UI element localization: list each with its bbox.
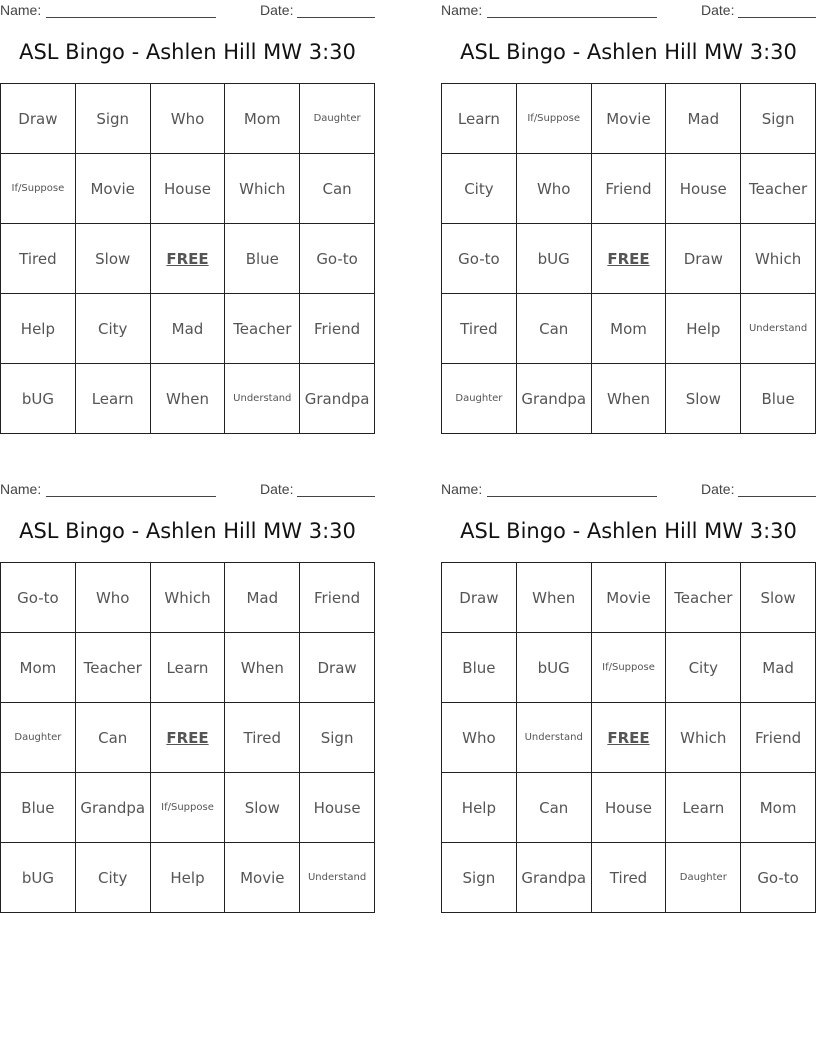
bingo-cell[interactable]: Tired xyxy=(225,703,300,773)
card-title: ASL Bingo - Ashlen Hill MW 3:30 xyxy=(460,519,797,543)
bingo-cell[interactable]: Grandpa xyxy=(516,364,591,434)
card-header xyxy=(441,2,816,20)
bingo-cell[interactable]: Friend xyxy=(591,154,666,224)
name-line[interactable] xyxy=(46,496,216,497)
grid-row xyxy=(1,154,375,224)
bingo-cell[interactable]: Friend xyxy=(300,294,375,364)
bingo-cell[interactable]: Mom xyxy=(591,294,666,364)
bingo-cell[interactable]: Can xyxy=(75,703,150,773)
bingo-card-4 xyxy=(441,479,816,919)
bingo-cell[interactable]: Blue xyxy=(442,633,517,703)
bingo-cell[interactable]: Learn xyxy=(666,773,741,843)
bingo-cell[interactable]: Slow xyxy=(741,563,816,633)
grid-row xyxy=(1,703,375,773)
date-line[interactable] xyxy=(297,17,375,18)
bingo-cell[interactable]: Blue xyxy=(741,364,816,434)
card-header xyxy=(0,2,375,20)
bingo-card-1 xyxy=(0,0,375,440)
bingo-cell[interactable]: Understand xyxy=(300,843,375,913)
grid-row xyxy=(442,224,816,294)
bingo-cell[interactable]: Mad xyxy=(741,633,816,703)
bingo-cell[interactable]: City xyxy=(75,843,150,913)
card-header xyxy=(0,481,375,499)
bingo-cell[interactable]: Tired xyxy=(1,224,76,294)
bingo-cell[interactable]: Draw xyxy=(300,633,375,703)
bingo-cell[interactable]: FREE xyxy=(591,703,666,773)
bingo-cell[interactable]: Mad xyxy=(150,294,225,364)
bingo-cell[interactable]: Which xyxy=(666,703,741,773)
bingo-cell[interactable]: Learn xyxy=(442,84,517,154)
name-label: Name: xyxy=(441,2,483,18)
name-label: Name: xyxy=(441,481,483,497)
bingo-cell[interactable]: Teacher xyxy=(741,154,816,224)
bingo-cell[interactable]: Movie xyxy=(591,563,666,633)
bingo-cell[interactable]: Mom xyxy=(741,773,816,843)
bingo-cell[interactable]: Draw xyxy=(666,224,741,294)
bingo-cell[interactable]: Go-to xyxy=(300,224,375,294)
card-title: ASL Bingo - Ashlen Hill MW 3:30 xyxy=(19,40,356,64)
bingo-cell[interactable]: Grandpa xyxy=(516,843,591,913)
bingo-cell[interactable]: Daughter xyxy=(300,84,375,154)
bingo-cell[interactable]: Tired xyxy=(591,843,666,913)
bingo-cell[interactable]: Sign xyxy=(300,703,375,773)
bingo-cell[interactable]: If/Suppose xyxy=(516,84,591,154)
bingo-card-2 xyxy=(441,0,816,440)
bingo-cell[interactable]: City xyxy=(442,154,517,224)
bingo-cell[interactable]: Movie xyxy=(225,843,300,913)
bingo-cell[interactable]: When xyxy=(225,633,300,703)
bingo-cell[interactable]: Sign xyxy=(442,843,517,913)
bingo-grid xyxy=(441,83,816,434)
name-line[interactable] xyxy=(487,17,657,18)
bingo-cell[interactable]: Help xyxy=(1,294,76,364)
grid-row xyxy=(1,843,375,913)
bingo-cell[interactable]: Slow xyxy=(666,364,741,434)
date-line[interactable] xyxy=(297,496,375,497)
bingo-cell[interactable]: House xyxy=(150,154,225,224)
bingo-cell[interactable]: Sign xyxy=(741,84,816,154)
bingo-cell[interactable]: Understand xyxy=(516,703,591,773)
grid-row xyxy=(1,633,375,703)
bingo-cell[interactable]: Daughter xyxy=(1,703,76,773)
bingo-cell[interactable]: Which xyxy=(150,563,225,633)
grid-row xyxy=(442,773,816,843)
date-label: Date: xyxy=(260,2,294,18)
bingo-cell[interactable]: Go-to xyxy=(741,843,816,913)
name-line[interactable] xyxy=(487,496,657,497)
card-title: ASL Bingo - Ashlen Hill MW 3:30 xyxy=(460,40,797,64)
bingo-cell[interactable]: bUG xyxy=(1,364,76,434)
bingo-cell[interactable]: Mad xyxy=(225,563,300,633)
bingo-cell[interactable]: Grandpa xyxy=(300,364,375,434)
bingo-cell[interactable]: bUG xyxy=(1,843,76,913)
date-line[interactable] xyxy=(738,496,816,497)
bingo-cell[interactable]: Can xyxy=(516,294,591,364)
bingo-cell[interactable]: Help xyxy=(442,773,517,843)
grid-row xyxy=(442,633,816,703)
bingo-cell[interactable]: When xyxy=(150,364,225,434)
bingo-cell[interactable]: Daughter xyxy=(442,364,517,434)
grid-row xyxy=(1,773,375,843)
bingo-cell[interactable]: FREE xyxy=(150,703,225,773)
date-line[interactable] xyxy=(738,17,816,18)
bingo-cell[interactable]: Draw xyxy=(1,84,76,154)
bingo-cell[interactable]: Help xyxy=(666,294,741,364)
card-header xyxy=(441,481,816,499)
grid-row xyxy=(442,294,816,364)
bingo-cell[interactable]: bUG xyxy=(516,224,591,294)
grid-row xyxy=(442,154,816,224)
bingo-cell[interactable]: If/Suppose xyxy=(591,633,666,703)
bingo-cell[interactable]: Grandpa xyxy=(75,773,150,843)
bingo-cell[interactable]: House xyxy=(300,773,375,843)
bingo-cell[interactable]: Understand xyxy=(225,364,300,434)
bingo-cell[interactable]: bUG xyxy=(516,633,591,703)
bingo-cell[interactable]: City xyxy=(666,633,741,703)
card-title: ASL Bingo - Ashlen Hill MW 3:30 xyxy=(19,519,356,543)
bingo-cell[interactable]: Friend xyxy=(300,563,375,633)
bingo-cell[interactable]: Movie xyxy=(591,84,666,154)
grid-row xyxy=(442,563,816,633)
bingo-cell[interactable]: Slow xyxy=(75,224,150,294)
bingo-cell[interactable]: Mad xyxy=(666,84,741,154)
grid-row xyxy=(1,563,375,633)
bingo-card-3 xyxy=(0,479,375,919)
bingo-cell[interactable]: Understand xyxy=(741,294,816,364)
grid-row xyxy=(1,224,375,294)
bingo-cell[interactable]: Sign xyxy=(75,84,150,154)
bingo-cell[interactable]: Learn xyxy=(75,364,150,434)
grid-row xyxy=(442,843,816,913)
bingo-grid xyxy=(0,562,375,913)
bingo-cell[interactable]: Teacher xyxy=(225,294,300,364)
grid-row xyxy=(442,364,816,434)
bingo-cell[interactable]: Movie xyxy=(75,154,150,224)
name-label: Name: xyxy=(0,2,42,18)
grid-row xyxy=(1,294,375,364)
bingo-cell[interactable]: House xyxy=(591,773,666,843)
grid-row xyxy=(1,364,375,434)
bingo-cell[interactable]: Help xyxy=(150,843,225,913)
bingo-cell[interactable]: If/Suppose xyxy=(1,154,76,224)
bingo-cell[interactable]: Mom xyxy=(1,633,76,703)
bingo-cell[interactable]: Who xyxy=(75,563,150,633)
bingo-cell[interactable]: FREE xyxy=(591,224,666,294)
bingo-cell[interactable]: Friend xyxy=(741,703,816,773)
name-line[interactable] xyxy=(46,17,216,18)
bingo-cell[interactable]: Slow xyxy=(225,773,300,843)
bingo-cell[interactable]: Who xyxy=(442,703,517,773)
grid-row xyxy=(442,84,816,154)
grid-row xyxy=(1,84,375,154)
grid-row xyxy=(442,703,816,773)
bingo-cell[interactable]: Who xyxy=(150,84,225,154)
bingo-cell[interactable]: Which xyxy=(225,154,300,224)
bingo-cell[interactable]: House xyxy=(666,154,741,224)
bingo-grid xyxy=(0,83,375,434)
bingo-cell[interactable]: Learn xyxy=(150,633,225,703)
date-label: Date: xyxy=(701,481,735,497)
name-label: Name: xyxy=(0,481,42,497)
bingo-cell[interactable]: Daughter xyxy=(666,843,741,913)
bingo-cell[interactable]: If/Suppose xyxy=(150,773,225,843)
bingo-cell[interactable]: FREE xyxy=(150,224,225,294)
bingo-cell[interactable]: When xyxy=(591,364,666,434)
bingo-cell[interactable]: Go-to xyxy=(1,563,76,633)
bingo-cell[interactable]: Go-to xyxy=(442,224,517,294)
bingo-cell[interactable]: Draw xyxy=(442,563,517,633)
bingo-grid xyxy=(441,562,816,913)
bingo-cell[interactable]: When xyxy=(516,563,591,633)
bingo-cell[interactable]: Tired xyxy=(442,294,517,364)
bingo-cell[interactable]: City xyxy=(75,294,150,364)
bingo-cell[interactable]: Teacher xyxy=(75,633,150,703)
bingo-cell[interactable]: Which xyxy=(741,224,816,294)
date-label: Date: xyxy=(701,2,735,18)
bingo-cell[interactable]: Blue xyxy=(225,224,300,294)
bingo-cell[interactable]: Who xyxy=(516,154,591,224)
bingo-cell[interactable]: Can xyxy=(300,154,375,224)
bingo-cell[interactable]: Can xyxy=(516,773,591,843)
bingo-cell[interactable]: Mom xyxy=(225,84,300,154)
bingo-cell[interactable]: Blue xyxy=(1,773,76,843)
date-label: Date: xyxy=(260,481,294,497)
bingo-cell[interactable]: Teacher xyxy=(666,563,741,633)
